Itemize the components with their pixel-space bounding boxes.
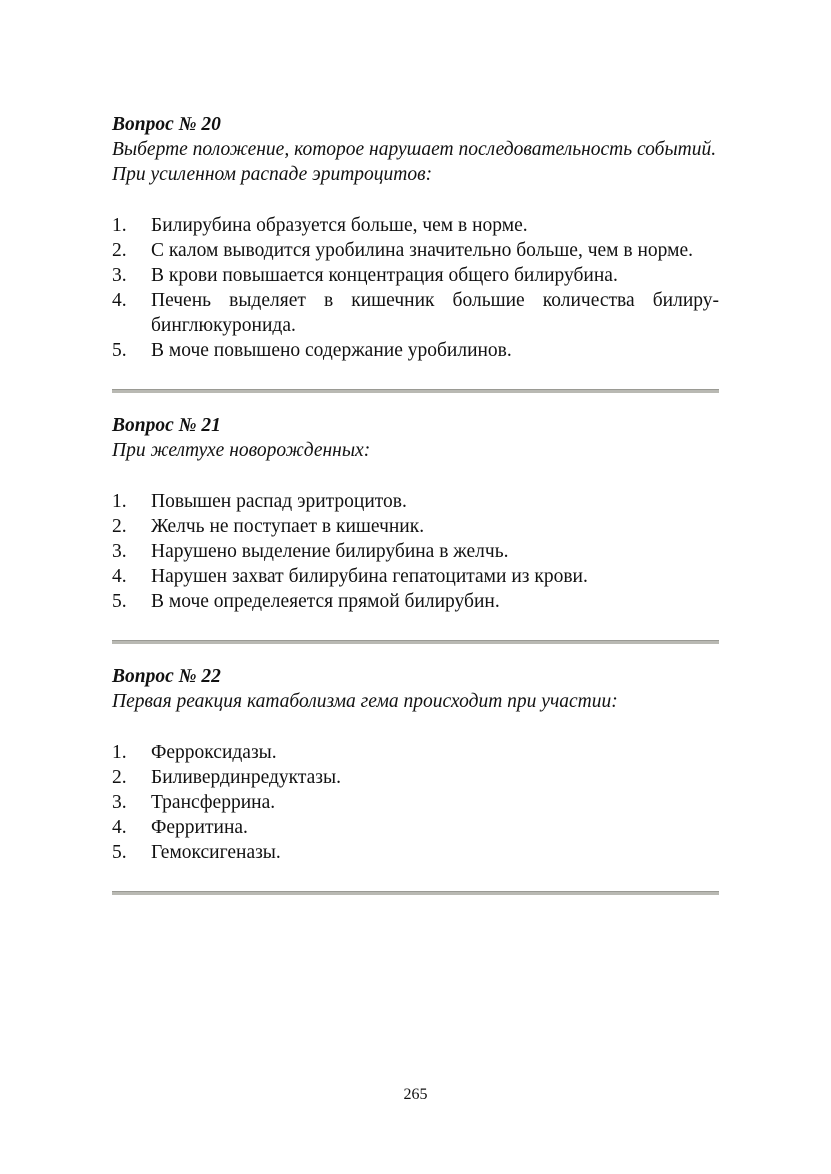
- answer-option: [112, 238, 719, 263]
- option-number: 5.: [112, 842, 127, 863]
- answer-option: [112, 288, 719, 338]
- question-title: Вопрос № 22: [112, 666, 221, 687]
- answer-option: [112, 815, 719, 840]
- question-prompt: Первая реакция катаболизма гема происходит при участии:: [112, 691, 618, 712]
- option-number: 4.: [112, 290, 127, 311]
- option-number: 4.: [112, 817, 127, 838]
- option-number: 2.: [112, 767, 127, 788]
- option-number: 5.: [112, 591, 127, 612]
- option-number: 3.: [112, 541, 127, 562]
- option-number: 1.: [112, 742, 127, 763]
- option-text: В моче повышено содержание уробилинов.: [151, 340, 512, 361]
- question-21: [112, 413, 719, 614]
- option-text: Желчь не поступает в кишечник.: [151, 516, 425, 537]
- option-text: Билирубина образуется больше, чем в норме.: [151, 215, 528, 236]
- answer-option: [112, 564, 719, 589]
- question-title: Вопрос № 21: [112, 415, 221, 436]
- answer-option: [112, 539, 719, 564]
- answer-option: [112, 790, 719, 815]
- option-text: Трансферрина.: [151, 792, 276, 813]
- answer-option: [112, 213, 719, 238]
- section-divider: [112, 891, 719, 895]
- answer-options: [112, 489, 719, 614]
- page-content: [112, 112, 719, 895]
- answer-option: [112, 489, 719, 514]
- answer-option: [112, 263, 719, 288]
- option-text: Гемоксигеназы.: [151, 842, 281, 863]
- question-20: [112, 112, 719, 363]
- answer-options: [112, 740, 719, 865]
- option-number: 2.: [112, 240, 127, 261]
- option-text: С калом выводится уробилина значительно больше, чем в норме.: [151, 240, 693, 261]
- answer-option: [112, 589, 719, 614]
- option-text: В крови повышается концентрация общего билирубина.: [151, 265, 618, 286]
- option-number: 3.: [112, 265, 127, 286]
- option-text: Ферроксидазы.: [151, 742, 277, 763]
- question-prompt: Выберте положение, которое нарушает последовательность событий.: [112, 139, 717, 160]
- option-number: 1.: [112, 215, 127, 236]
- answer-option: [112, 840, 719, 865]
- answer-options: [112, 213, 719, 363]
- question-title: Вопрос № 20: [112, 114, 221, 135]
- option-text: Повышен распад эритроцитов.: [151, 491, 407, 512]
- option-number: 3.: [112, 792, 127, 813]
- answer-option: [112, 338, 719, 363]
- answer-option: [112, 740, 719, 765]
- page-number: 265: [403, 1086, 428, 1103]
- option-number: 1.: [112, 491, 127, 512]
- option-text: Нарушен захват билирубина гепатоцитами из крови.: [151, 566, 588, 587]
- option-number: 4.: [112, 566, 127, 587]
- question-prompt: При желтухе новорожденных:: [112, 440, 371, 461]
- option-text: Печень выделяет в кишечник большие количества билиру-бинглюкуронида.: [151, 290, 719, 336]
- option-text: Ферритина.: [151, 817, 248, 838]
- option-text: В моче определеяется прямой билирубин.: [151, 591, 500, 612]
- answer-option: [112, 765, 719, 790]
- option-number: 2.: [112, 516, 127, 537]
- answer-option: [112, 514, 719, 539]
- option-number: 5.: [112, 340, 127, 361]
- question-prompt: При усиленном распаде эритроцитов:: [112, 164, 433, 185]
- option-text: Биливердинредуктазы.: [151, 767, 341, 788]
- question-22: [112, 664, 719, 865]
- option-text: Нарушено выделение билирубина в желчь.: [151, 541, 509, 562]
